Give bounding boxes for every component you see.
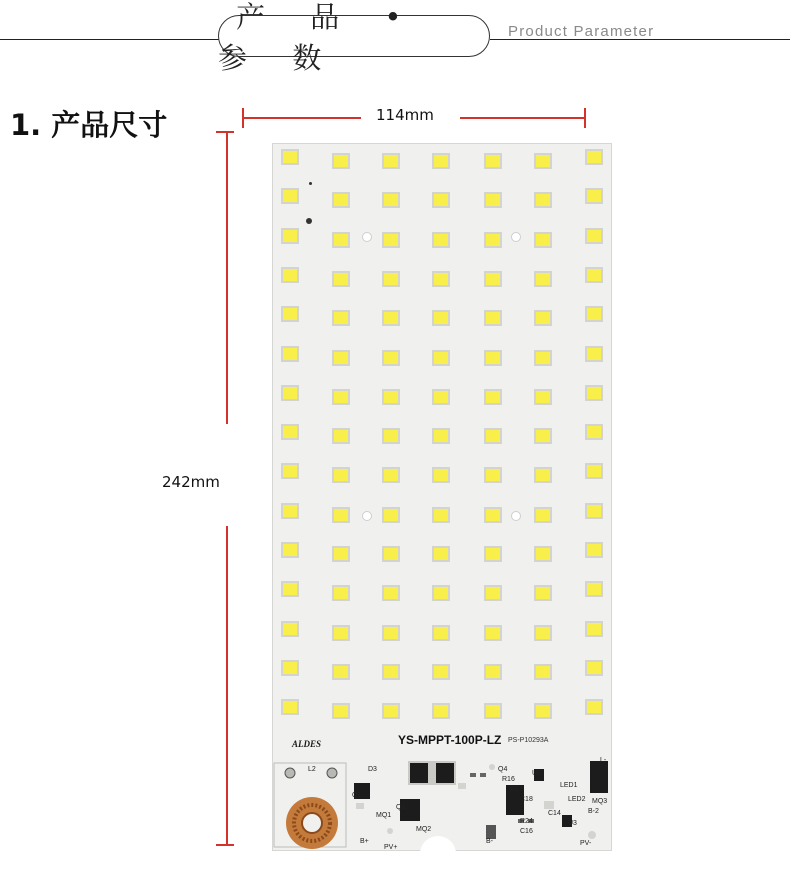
led-chip <box>585 306 603 322</box>
led-chip <box>432 467 450 483</box>
silk-label: LED1 <box>560 782 578 789</box>
header-subtitle: Product Parameter <box>508 23 655 40</box>
led-chip <box>585 228 603 244</box>
led-chip <box>281 542 299 558</box>
silk-label: U2 <box>532 770 541 777</box>
led-chip <box>432 350 450 366</box>
silk-label: C18 <box>520 796 533 803</box>
silk-label: R16 <box>502 776 515 783</box>
led-chip <box>382 350 400 366</box>
led-chip <box>281 581 299 597</box>
led-chip <box>534 546 552 562</box>
led-chip <box>382 153 400 169</box>
led-chip <box>332 664 350 680</box>
led-chip <box>382 585 400 601</box>
led-chip <box>484 192 502 208</box>
led-chip <box>432 389 450 405</box>
led-chip <box>332 507 350 523</box>
led-chip <box>534 389 552 405</box>
header-rule-left <box>0 39 232 40</box>
led-chip <box>382 546 400 562</box>
led-chip <box>484 467 502 483</box>
silk-label: LED2 <box>568 796 586 803</box>
led-chip <box>281 503 299 519</box>
led-chip <box>332 546 350 562</box>
led-chip <box>484 507 502 523</box>
silk-label: PV- <box>580 840 592 847</box>
led-chip <box>534 625 552 641</box>
led-chip <box>332 625 350 641</box>
led-chip <box>432 310 450 326</box>
led-chip <box>534 271 552 287</box>
led-chip <box>484 350 502 366</box>
led-chip <box>382 232 400 248</box>
led-chip <box>432 428 450 444</box>
led-chip <box>332 271 350 287</box>
led-chip <box>432 703 450 719</box>
led-chip <box>534 664 552 680</box>
silk-label: Q2 <box>396 804 406 811</box>
led-chip <box>484 625 502 641</box>
led-chip <box>281 463 299 479</box>
height-dimension-line-bottom <box>226 526 228 845</box>
led-chip <box>484 389 502 405</box>
fiducial-mark <box>309 182 312 185</box>
led-chip <box>382 664 400 680</box>
led-chip <box>484 703 502 719</box>
led-chip <box>534 428 552 444</box>
silk-label: R17 <box>510 786 523 793</box>
led-chip <box>484 428 502 444</box>
led-chip <box>332 428 350 444</box>
led-chip <box>382 625 400 641</box>
led-chip <box>382 389 400 405</box>
led-chip <box>281 699 299 715</box>
led-chip <box>534 585 552 601</box>
led-chip <box>585 267 603 283</box>
led-chip <box>332 389 350 405</box>
led-chip <box>534 192 552 208</box>
led-chip <box>585 542 603 558</box>
led-chip <box>281 228 299 244</box>
mounting-hole <box>362 232 372 242</box>
height-dimension-line-top <box>226 132 228 424</box>
led-chip <box>534 350 552 366</box>
led-chip <box>484 153 502 169</box>
led-chip <box>432 232 450 248</box>
led-chip <box>585 621 603 637</box>
led-chip <box>585 188 603 204</box>
led-chip <box>332 192 350 208</box>
led-chip <box>382 271 400 287</box>
led-chip <box>585 385 603 401</box>
silk-label: B+ <box>360 838 369 845</box>
led-chip <box>585 346 603 362</box>
silk-label: D3 <box>368 766 377 773</box>
led-chip <box>281 660 299 676</box>
led-chip <box>332 310 350 326</box>
brand-logo: ALDES <box>292 739 322 749</box>
silk-label: Q4 <box>498 766 508 773</box>
led-chip <box>432 664 450 680</box>
led-chip <box>585 463 603 479</box>
led-chip <box>382 192 400 208</box>
silk-label: MQ1 <box>376 812 392 819</box>
led-chip <box>382 310 400 326</box>
led-chip <box>585 660 603 676</box>
led-chip <box>585 503 603 519</box>
led-chip <box>281 306 299 322</box>
led-chip <box>281 424 299 440</box>
led-chip <box>432 192 450 208</box>
height-dimension-tick-top <box>216 131 234 133</box>
led-chip <box>432 546 450 562</box>
led-chip <box>432 153 450 169</box>
led-chip <box>534 703 552 719</box>
width-dimension-label: 114mm <box>376 106 434 124</box>
led-chip <box>332 232 350 248</box>
fiducial-mark <box>306 218 312 224</box>
height-dimension-tick-bottom <box>216 844 234 846</box>
led-chip <box>534 467 552 483</box>
mounting-hole <box>511 511 521 521</box>
led-chip <box>281 346 299 362</box>
led-chip <box>281 385 299 401</box>
width-dimension-line-left <box>243 117 361 119</box>
led-chip <box>484 664 502 680</box>
height-dimension-label: 242mm <box>162 473 220 491</box>
silk-label: MQ2 <box>416 826 432 833</box>
silk-label: C14 <box>548 810 561 817</box>
led-chip <box>585 149 603 165</box>
led-chip <box>332 585 350 601</box>
width-dimension-line-right <box>460 117 585 119</box>
led-chip <box>585 424 603 440</box>
led-chip <box>281 267 299 283</box>
led-chip <box>382 507 400 523</box>
board-notch <box>420 836 456 872</box>
led-chip <box>281 149 299 165</box>
led-chip <box>382 467 400 483</box>
led-chip <box>432 585 450 601</box>
led-chip <box>585 581 603 597</box>
silk-label: L2 <box>308 766 316 773</box>
led-chip <box>332 350 350 366</box>
led-chip <box>484 585 502 601</box>
silk-label: L- <box>600 757 607 764</box>
model-label: YS-MPPT-100P-LZ <box>398 733 502 747</box>
led-chip <box>484 546 502 562</box>
mounting-hole <box>362 511 372 521</box>
led-chip <box>534 310 552 326</box>
led-chip <box>432 625 450 641</box>
silk-label: R24 <box>520 818 533 825</box>
led-chip <box>484 310 502 326</box>
pcb-code: PS-P10293A <box>508 737 549 744</box>
led-chip <box>332 467 350 483</box>
silk-label: B-2 <box>588 808 599 815</box>
led-chip <box>382 703 400 719</box>
led-chip <box>432 271 450 287</box>
silk-label: PV+ <box>384 844 398 851</box>
led-chip <box>382 428 400 444</box>
led-chip <box>484 271 502 287</box>
led-chip <box>534 507 552 523</box>
led-chip <box>332 153 350 169</box>
mounting-hole <box>511 232 521 242</box>
section-title: 1. 产品尺寸 <box>10 108 168 142</box>
led-chip <box>281 621 299 637</box>
led-chip <box>332 703 350 719</box>
silk-label: U3 <box>568 820 577 827</box>
silk-label: B- <box>486 838 493 845</box>
led-chip <box>534 232 552 248</box>
led-chip <box>534 153 552 169</box>
silk-label: MQ3 <box>592 798 608 805</box>
led-chip <box>432 507 450 523</box>
silk-label: Q1 <box>352 792 362 799</box>
header-title: 产 品 • 参 数 <box>218 0 420 75</box>
silk-label: C16 <box>520 828 533 835</box>
led-chip <box>484 232 502 248</box>
led-chip <box>281 188 299 204</box>
led-chip <box>585 699 603 715</box>
